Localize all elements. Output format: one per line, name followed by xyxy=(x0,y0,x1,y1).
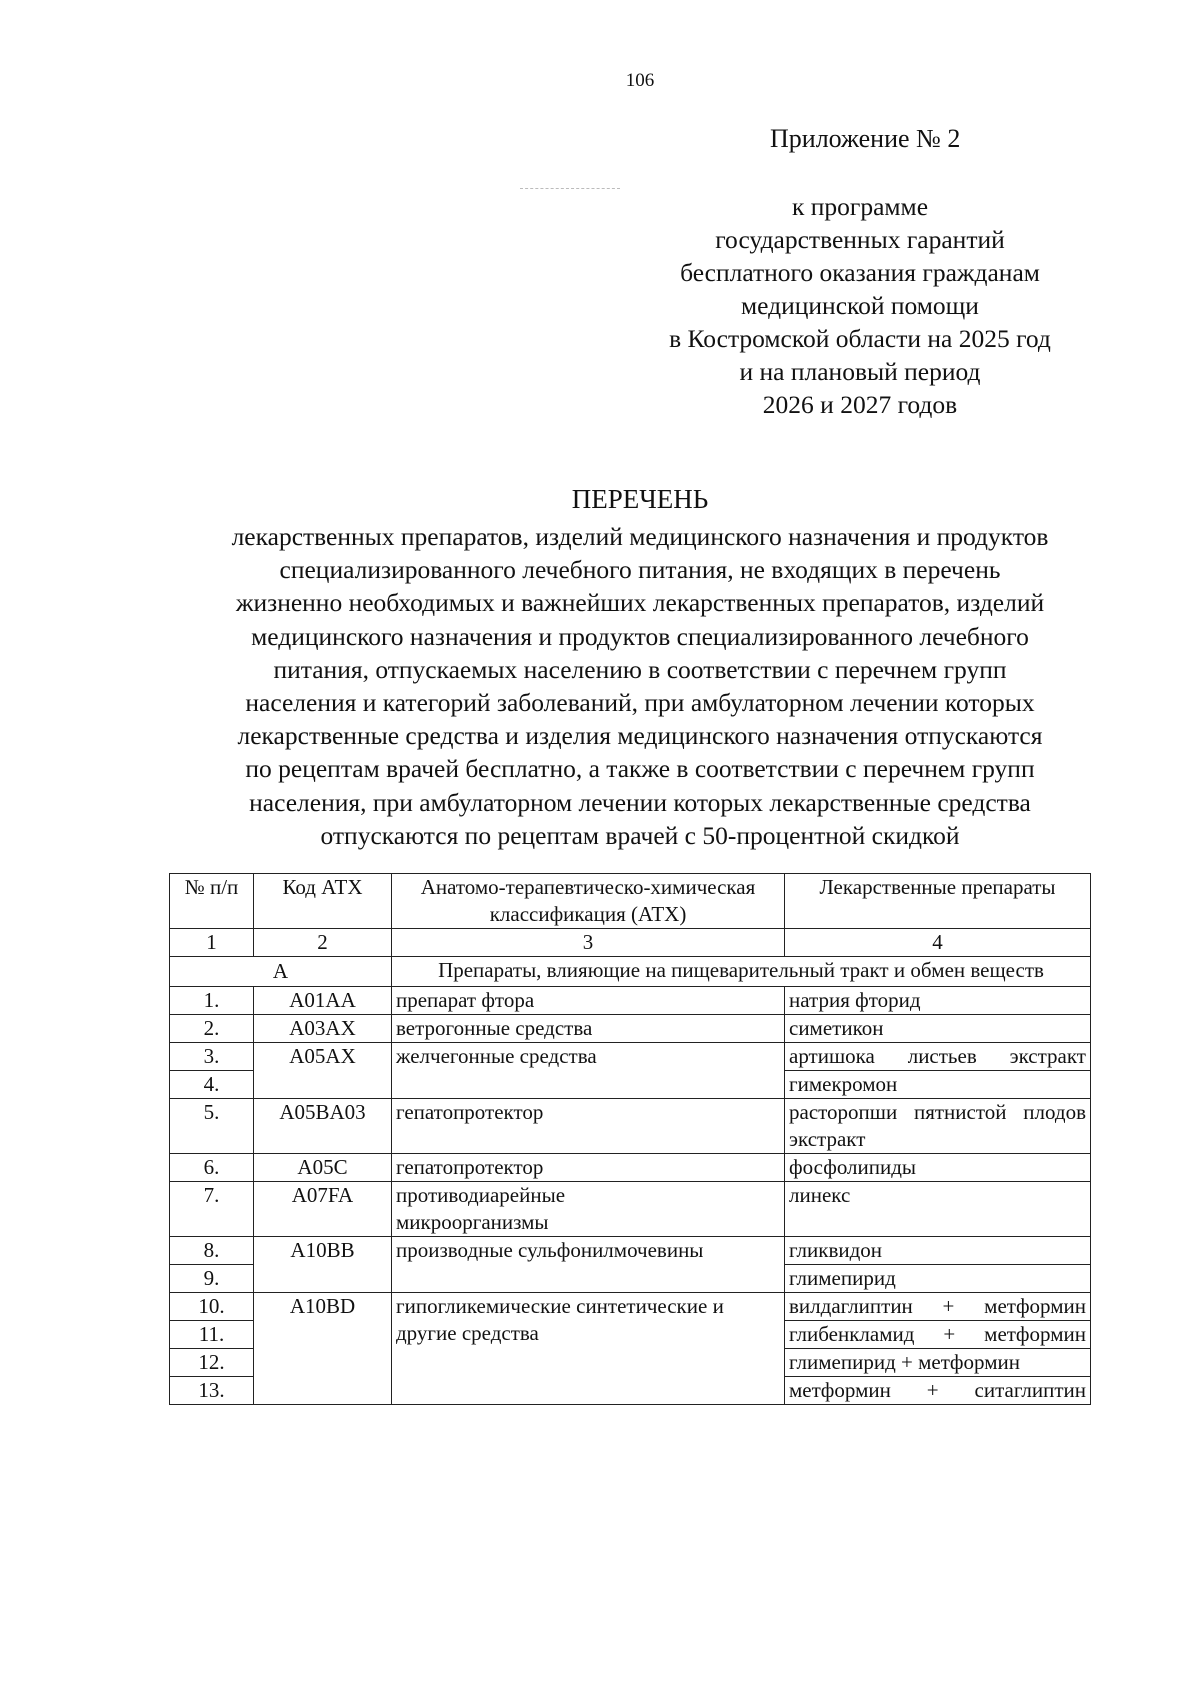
table-row xyxy=(170,1154,1091,1182)
row-number: 9. xyxy=(170,1265,254,1293)
drug-name: натрия фторид xyxy=(785,987,1091,1015)
list-title: ПЕРЕЧЕНЬ xyxy=(571,484,709,514)
page-number: 106 xyxy=(625,70,655,91)
atc-code: A05C xyxy=(254,1154,392,1182)
drug-name: артишока листьев экстракт xyxy=(785,1043,1091,1071)
program-line: 2026 и 2027 годов xyxy=(762,390,958,419)
description-line: населения и категорий заболеваний, при амбулаторном лечении которых xyxy=(245,688,1035,718)
row-number: 5. xyxy=(170,1099,254,1154)
drug-name: вилдаглиптин + метформин xyxy=(785,1293,1091,1321)
column-number: 4 xyxy=(785,929,1091,957)
row-number: 4. xyxy=(170,1071,254,1099)
atc-class: противодиарейные микроорганизмы xyxy=(392,1182,785,1237)
program-line: государственных гарантий xyxy=(715,225,1005,254)
table-header-row xyxy=(170,874,1091,929)
atc-class: гепатопротектор xyxy=(392,1154,785,1182)
drug-name: глимепирид xyxy=(785,1265,1091,1293)
scan-artifact xyxy=(520,188,620,189)
table-row xyxy=(170,1043,1091,1071)
column-number: 1 xyxy=(170,929,254,957)
program-line: к программе xyxy=(791,192,929,221)
atc-class: гепатопротектор xyxy=(392,1099,785,1154)
row-number: 11. xyxy=(170,1321,254,1349)
drug-table xyxy=(169,873,1091,1405)
program-line: и на плановый период xyxy=(739,357,981,386)
description-line: жизненно необходимых и важнейших лекарственных препаратов, изделий xyxy=(235,588,1045,618)
list-description xyxy=(165,520,1115,852)
atc-class: желчегонные средства xyxy=(392,1043,785,1099)
description-line: отпускаются по рецептам врачей с 50-процентной скидкой xyxy=(320,820,960,850)
atc-class: препарат фтора xyxy=(392,987,785,1015)
drug-name: линекс xyxy=(785,1182,1091,1237)
row-number: 2. xyxy=(170,1015,254,1043)
atc-class: ветрогонные средства xyxy=(392,1015,785,1043)
drug-name: гимекромон xyxy=(785,1071,1091,1099)
atc-code: A05BA03 xyxy=(254,1099,392,1154)
description-line: лекарственных препаратов, изделий медицинского назначения и продуктов xyxy=(231,522,1049,551)
atc-class: производные сульфонилмочевины xyxy=(392,1237,785,1293)
atc-code: A03AX xyxy=(254,1015,392,1043)
drug-name: метформин + ситаглиптин xyxy=(785,1377,1091,1405)
row-number: 8. xyxy=(170,1237,254,1265)
program-line: в Костромской области на 2025 год xyxy=(669,324,1051,353)
atc-class: гипогликемические синтетические и другие средства xyxy=(392,1293,785,1405)
row-number: 3. xyxy=(170,1043,254,1071)
drug-name: глибенкламид + метформин xyxy=(785,1321,1091,1349)
row-number: 13. xyxy=(170,1377,254,1405)
section-title: Препараты, влияющие на пищеварительный тракт и обмен веществ xyxy=(392,957,1091,987)
section-code: А xyxy=(170,957,392,987)
table-row xyxy=(170,1099,1091,1154)
table-row xyxy=(170,987,1091,1015)
column-number: 2 xyxy=(254,929,392,957)
drug-name: гликвидон xyxy=(785,1237,1091,1265)
table-row xyxy=(170,1293,1091,1321)
row-number: 10. xyxy=(170,1293,254,1321)
column-number: 3 xyxy=(392,929,785,957)
program-line: бесплатного оказания гражданам xyxy=(680,258,1040,287)
header-number: № п/п xyxy=(170,874,254,929)
header-atc-classification: Анатомо-терапевтическо-химическая классификация (АТХ) xyxy=(392,874,785,929)
atc-code: A10BD xyxy=(254,1293,392,1405)
drug-name: фосфолипиды xyxy=(785,1154,1091,1182)
drug-name: симетикон xyxy=(785,1015,1091,1043)
atc-code: A07FA xyxy=(254,1182,392,1237)
atc-code: A10BB xyxy=(254,1237,392,1293)
description-line: питания, отпускаемых населению в соответствии с перечнем групп xyxy=(273,654,1007,684)
description-line: по рецептам врачей бесплатно, а также в соответствии с перечнем групп xyxy=(245,754,1035,784)
program-reference xyxy=(600,190,1120,421)
table-row xyxy=(170,1015,1091,1043)
row-number: 6. xyxy=(170,1154,254,1182)
row-number: 1. xyxy=(170,987,254,1015)
header-drugs: Лекарственные препараты xyxy=(785,874,1091,929)
row-number: 12. xyxy=(170,1349,254,1377)
appendix-title: Приложение № 2 xyxy=(770,124,961,153)
section-row xyxy=(170,957,1091,987)
table-row xyxy=(170,1182,1091,1237)
description-line: лекарственные средства и изделия медицинского назначения отпускаются xyxy=(237,721,1043,751)
header-atc-code: Код АТХ xyxy=(254,874,392,929)
description-line: специализированного лечебного питания, не входящих в перечень xyxy=(279,555,1001,585)
row-number: 7. xyxy=(170,1182,254,1237)
atc-code: A01AA xyxy=(254,987,392,1015)
drug-name: расторопши пятнистой плодов экстракт xyxy=(785,1099,1091,1154)
description-line: населения, при амбулаторном лечении которых лекарственные средства xyxy=(249,787,1031,817)
program-line: медицинской помощи xyxy=(741,291,979,320)
column-number-row xyxy=(170,929,1091,957)
drug-name: глимепирид + метформин xyxy=(785,1349,1091,1377)
description-line: медицинского назначения и продуктов специализированного лечебного xyxy=(251,621,1029,651)
table-row xyxy=(170,1237,1091,1265)
atc-code: A05AX xyxy=(254,1043,392,1099)
